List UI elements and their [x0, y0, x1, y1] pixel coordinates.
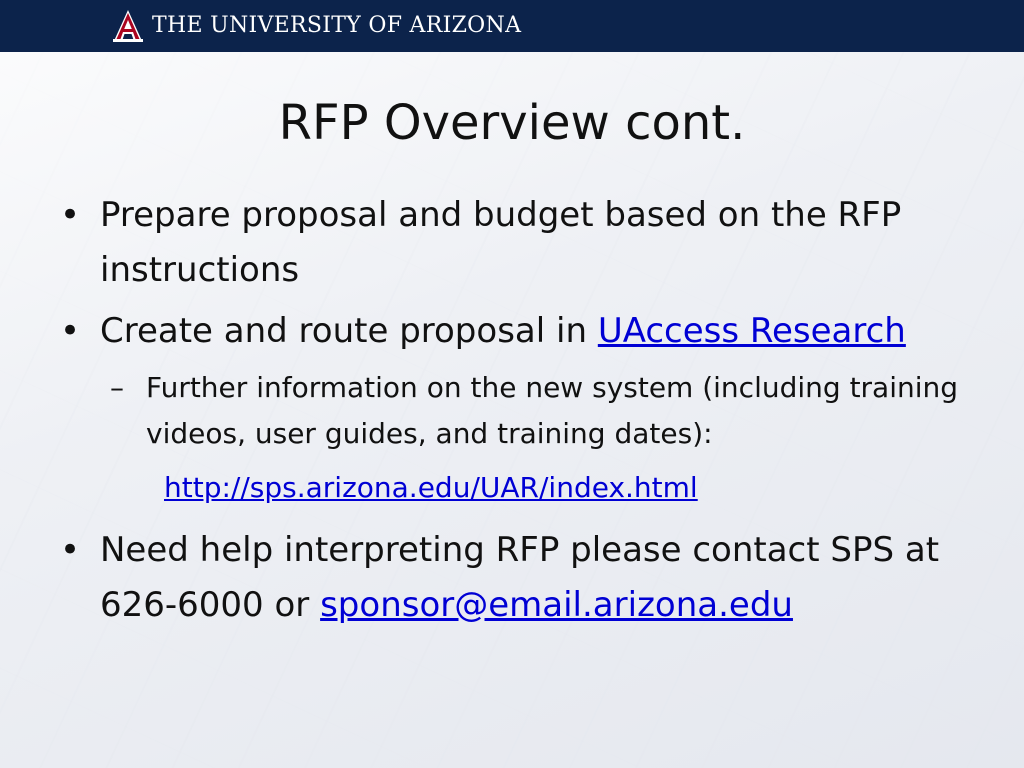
bullet-dot: •: [60, 530, 81, 570]
bullet-text: Need help interpreting RFP please contact SPS at 626-6000 or: [100, 530, 940, 625]
bullet-prepare-proposal: [60, 188, 980, 298]
university-header-bar: [0, 0, 1024, 52]
bullet-text: Create and route proposal in: [100, 311, 598, 351]
bullet-create-route: [60, 304, 980, 359]
sponsor-email-link[interactable]: sponsor@email.arizona.edu: [320, 585, 793, 625]
slide-title: RFP Overview cont.: [278, 95, 746, 151]
bullet-dot: •: [60, 311, 81, 351]
university-name: THE UNIVERSITY OF ARIZONA: [152, 13, 522, 38]
bullet-dot: •: [60, 195, 81, 235]
uar-index-link[interactable]: http://sps.arizona.edu/UAR/index.html: [164, 471, 698, 504]
bullet-text: Prepare proposal and budget based on the RFP instructions: [100, 195, 902, 290]
uar-url-line: [60, 465, 980, 511]
block-a-logo-icon: [110, 8, 146, 44]
bullet-need-help: [60, 523, 980, 633]
sub-bullet-further-info: [60, 365, 980, 457]
sub-bullet-text: Further information on the new system (including training videos, user guides, and training dates):: [146, 371, 959, 450]
uaccess-research-link[interactable]: UAccess Research: [597, 311, 906, 351]
sub-bullet-dash: –: [110, 371, 124, 404]
slide-content: [60, 188, 980, 639]
